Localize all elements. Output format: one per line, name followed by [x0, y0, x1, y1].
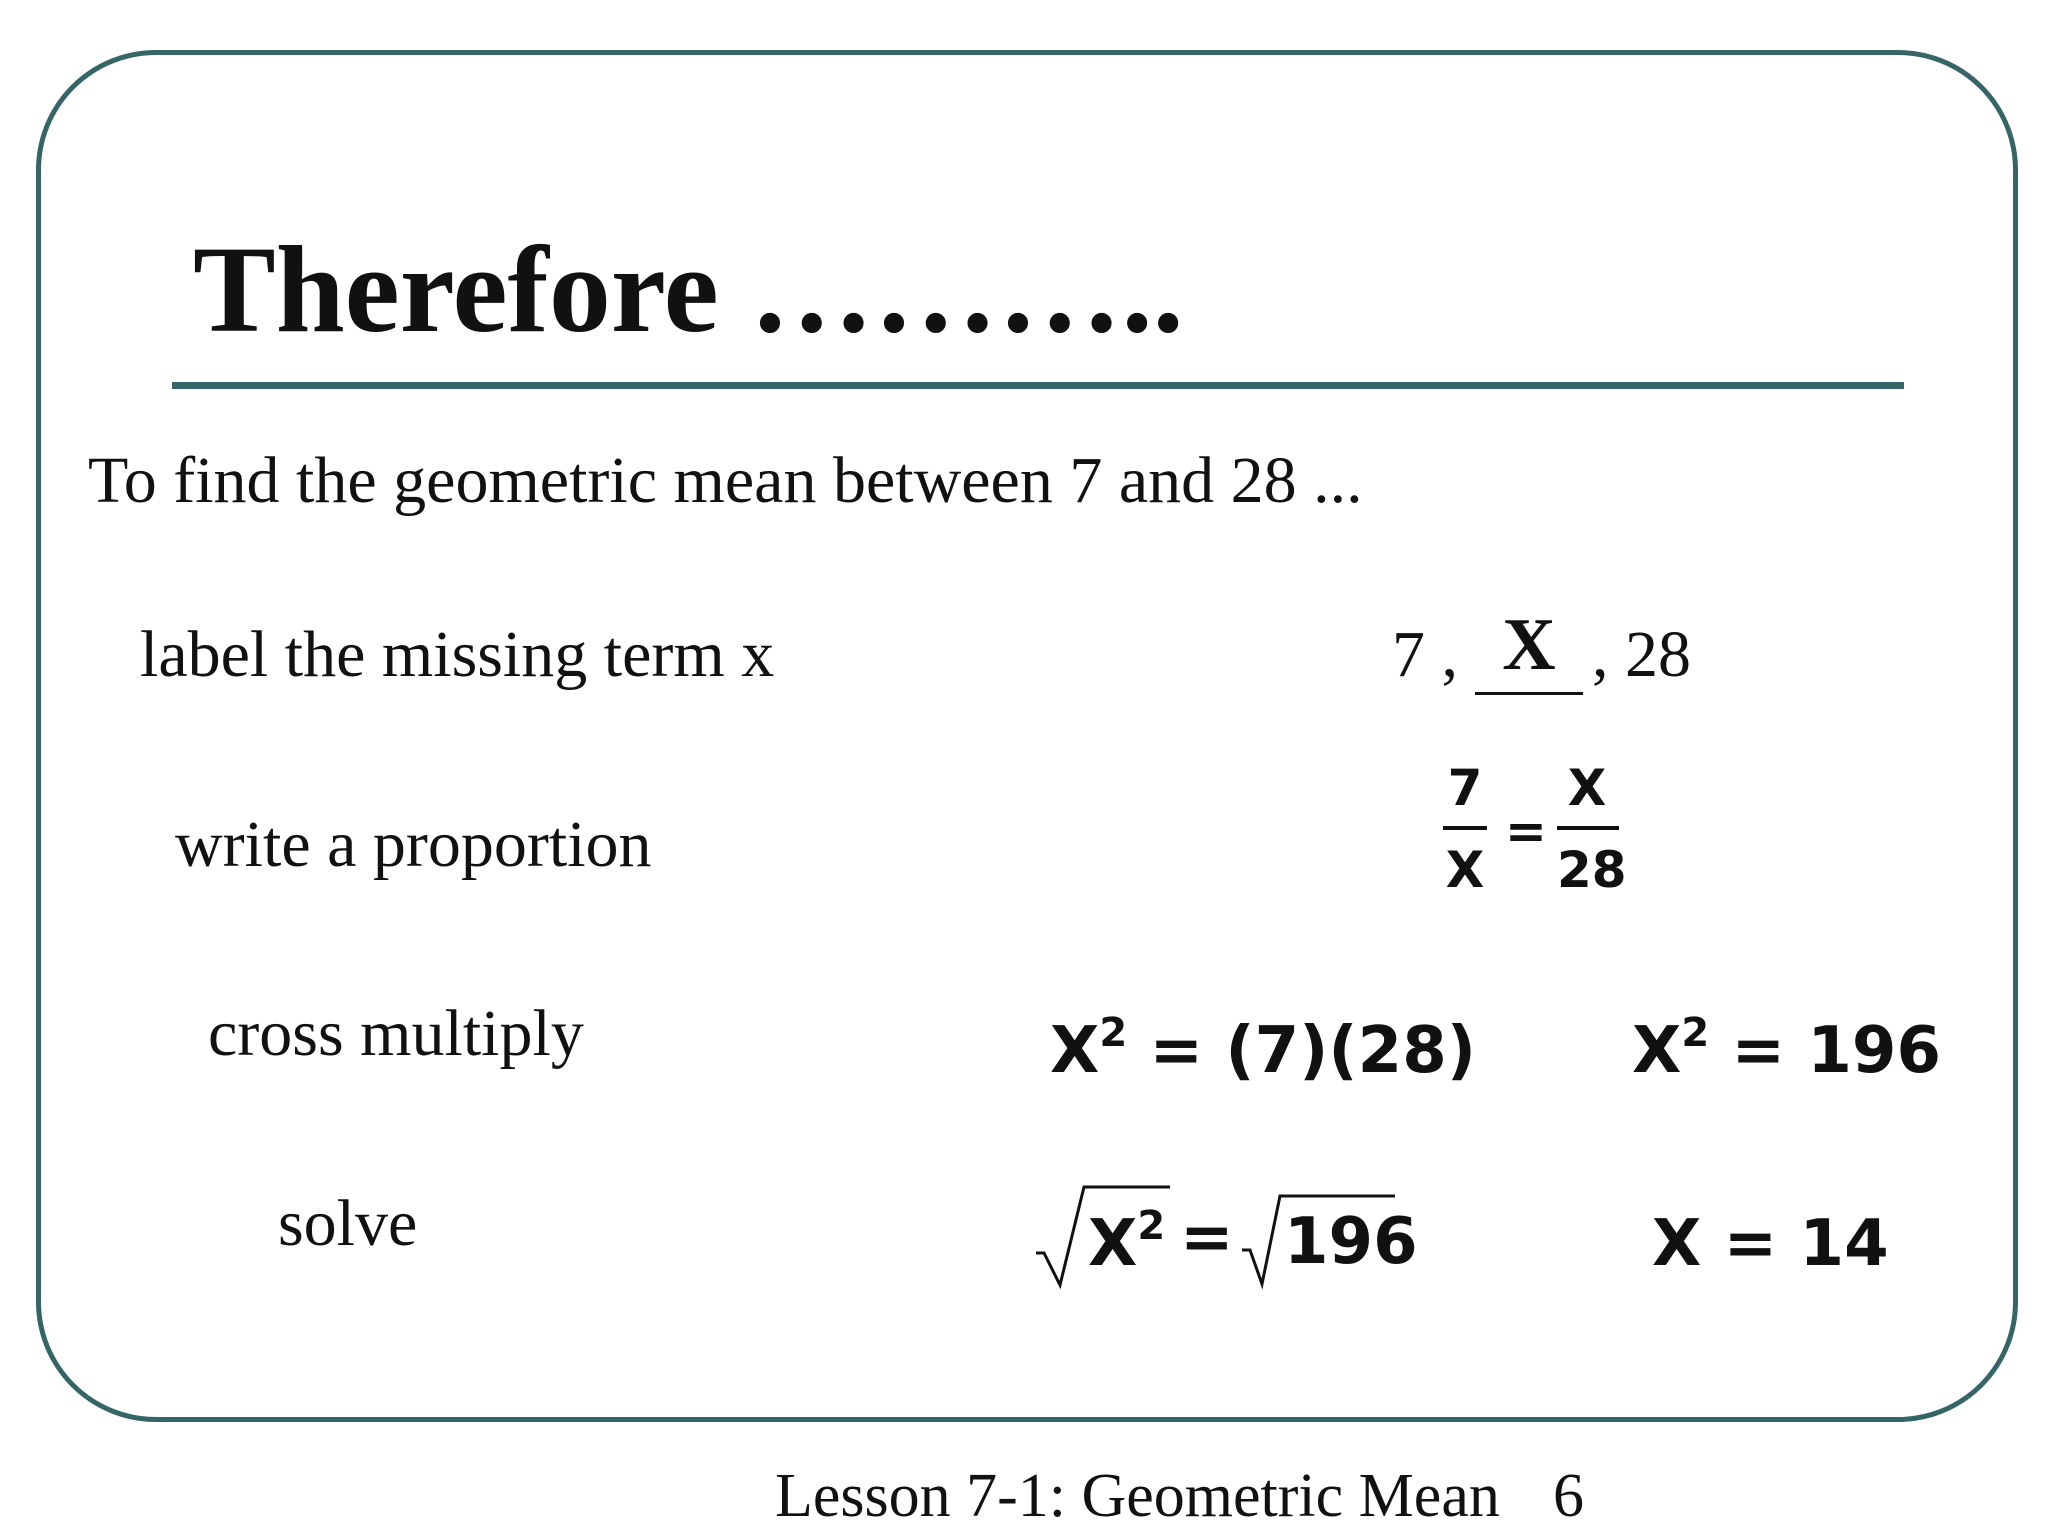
step-label-missing-term: label the missing term x	[140, 618, 775, 691]
proportion-equals: =	[1505, 802, 1547, 860]
proportion-right-bar	[1557, 826, 1619, 830]
footer-lesson-title: Lesson 7-1: Geometric Mean	[775, 1462, 1500, 1530]
proportion-right-denominator: 28	[1557, 841, 1627, 899]
proportion-left-bar	[1443, 826, 1487, 830]
cross-multiply-result-exponent: 2	[1681, 1010, 1710, 1056]
title-underline	[172, 382, 1904, 389]
solve-answer: X = 14	[1652, 1207, 1889, 1281]
intro-text: To find the geometric mean between 7 and 28 ...	[88, 444, 1363, 517]
sequence-last: , 28	[1592, 618, 1691, 691]
cross-multiply-rhs: = (7)(28)	[1127, 1014, 1476, 1088]
cross-multiply-lhs-exponent: 2	[1099, 1010, 1128, 1056]
solve-lhs-base: X	[1088, 1207, 1138, 1281]
proportion-right-numerator: X	[1567, 759, 1607, 817]
cross-multiply-result	[1632, 1010, 1941, 1088]
proportion-left-denominator: X	[1445, 841, 1485, 899]
sequence-first: 7 ,	[1392, 618, 1458, 691]
step-label-proportion: write a proportion	[175, 808, 652, 881]
solve-rhs-radicand: 196	[1284, 1205, 1418, 1279]
solve-lhs-radicand	[1088, 1203, 1166, 1281]
solve-lhs-exponent: 2	[1137, 1203, 1166, 1249]
slide-title: Therefore ………..	[193, 221, 1184, 358]
cross-multiply-result-base: X	[1632, 1014, 1682, 1088]
cross-multiply-lhs-base: X	[1050, 1014, 1100, 1088]
step-label-cross-multiply: cross multiply	[208, 997, 584, 1070]
step-label-solve: solve	[278, 1187, 418, 1260]
cross-multiply-result-rhs: = 196	[1709, 1014, 1941, 1088]
sequence-blank-line	[1475, 692, 1583, 695]
page-number: 6	[1553, 1462, 1584, 1530]
proportion-left-numerator: 7	[1447, 759, 1483, 817]
sequence-missing-term: X	[1502, 604, 1556, 686]
solve-equals: =	[1180, 1201, 1234, 1275]
cross-multiply-equation	[1050, 1010, 1476, 1088]
